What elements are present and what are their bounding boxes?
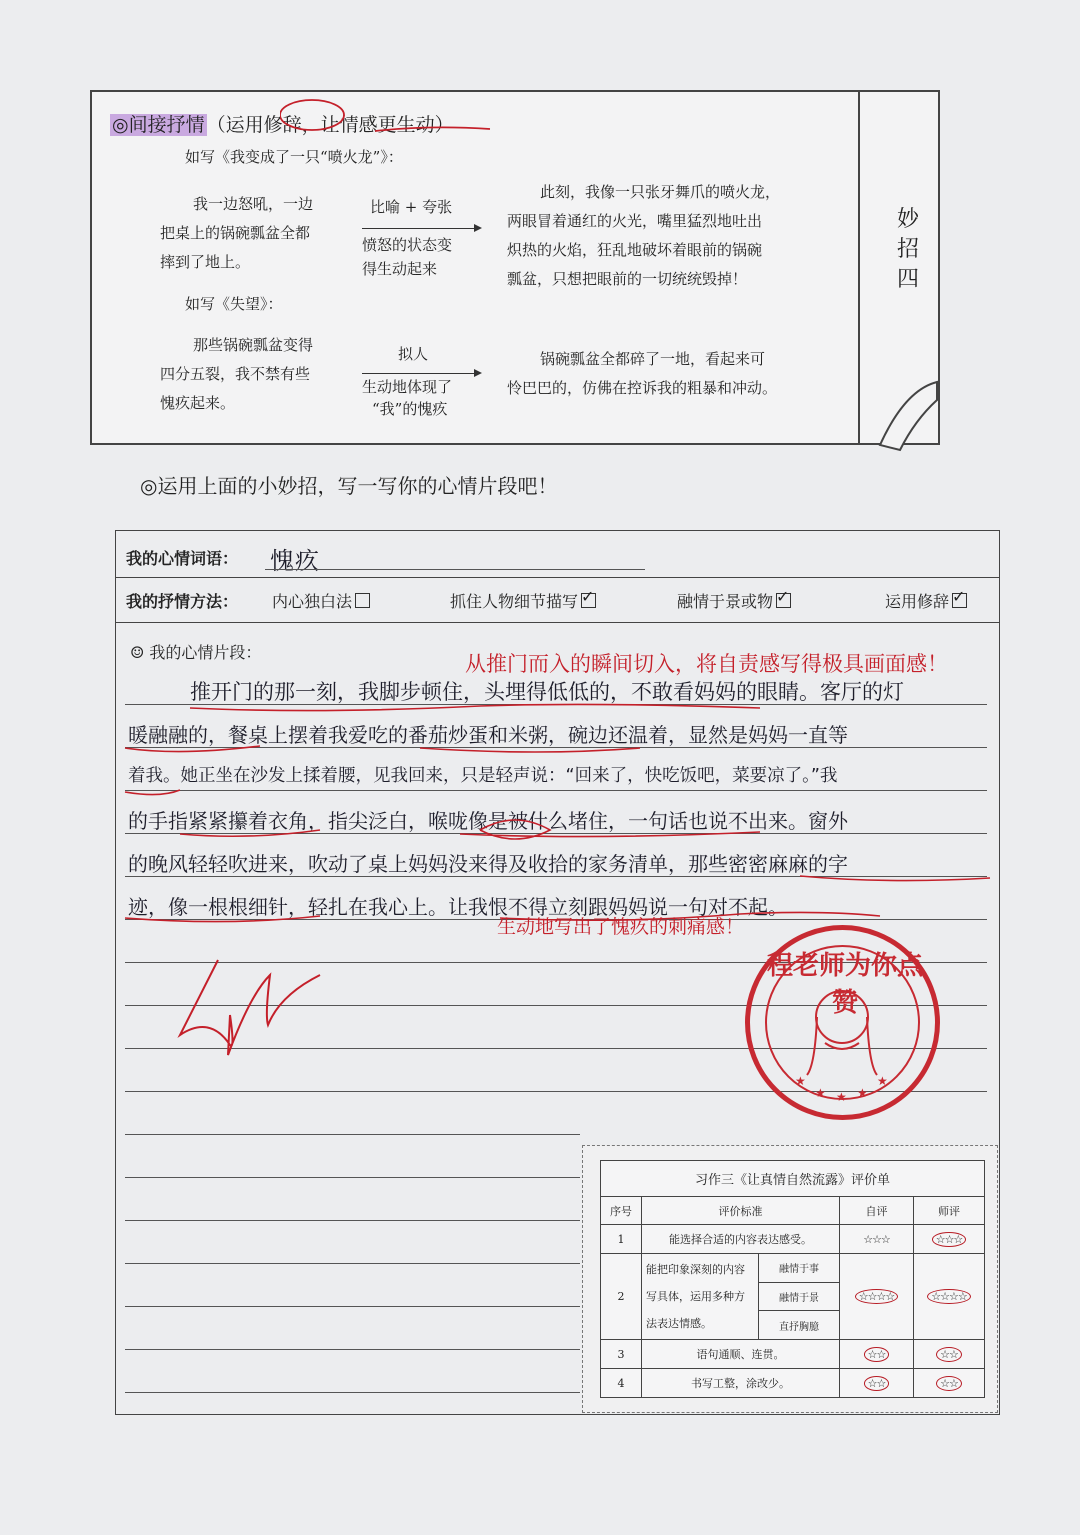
rule-line — [125, 1349, 580, 1350]
method-option-label: 融情于景或物 — [677, 592, 774, 611]
rubric-header: 自评 — [840, 1197, 914, 1225]
example2-plain-line: 那些锅碗瓢盆变得 — [193, 336, 314, 354]
teacher-score-stars: ☆☆ — [936, 1347, 962, 1362]
rubric-self — [840, 1340, 914, 1369]
rubric-teacher — [914, 1225, 985, 1254]
rule-line — [125, 1134, 580, 1135]
handwritten-line: 的手指紧紧攥着衣角，指尖泛白，喉咙像是被什么堵住，一句话也说不出来。窗外 — [128, 809, 848, 833]
example2-plain-line: 四分五裂，我不禁有些 — [160, 365, 311, 383]
self-score-stars: ☆☆☆☆ — [855, 1289, 898, 1304]
red-circle-annotation — [280, 95, 495, 140]
example1-result — [507, 178, 852, 294]
rubric-sub: 融情于景 — [759, 1282, 840, 1311]
rubric-header: 评价标准 — [642, 1197, 840, 1225]
rubric-teacher — [914, 1254, 985, 1340]
example2-result — [507, 345, 852, 403]
example2-effect-line: 生动地体现了 — [362, 378, 453, 396]
example2-plain-line: 愧疚起来。 — [160, 394, 236, 412]
rubric-table — [600, 1160, 985, 1398]
example1-effect-line: 愤怒的状态变 — [362, 236, 453, 254]
mood-word-value: 愧疚 — [270, 547, 320, 575]
rubric-header: 序号 — [601, 1197, 642, 1225]
rule-line — [125, 1392, 580, 1393]
stamp-text: 程老师为你点赞 — [766, 951, 923, 1018]
rubric-teacher — [914, 1369, 985, 1398]
self-score-stars: ☆☆ — [864, 1347, 890, 1362]
rubric-header: 师评 — [914, 1197, 985, 1225]
example2-effect-line: “我”的愧疚 — [372, 400, 448, 418]
example1-plain — [160, 190, 345, 277]
example1-plain-line: 把桌上的锅碗瓢盆全都 — [160, 224, 311, 242]
rubric-criterion: 语句通顺、连贯。 — [642, 1340, 840, 1369]
tips-heading-note: （运用修辞，让情感更生动） — [206, 114, 454, 136]
teacher-comment-bottom: 生动地写出了愧疚的刺痛感！ — [497, 916, 745, 938]
teacher-signature-icon — [170, 955, 330, 1065]
handwritten-line: 暖融融的，餐桌上摆着我爱吃的番茄炒蛋和米粥，碗边还温着，显然是妈妈一直等 — [128, 723, 848, 747]
tips-tab-label: 妙招四 — [896, 207, 919, 292]
example1-title: 如写《我变成了一只“喷火龙”》： — [185, 148, 403, 166]
rubric-sub: 直抒胸臆 — [759, 1311, 840, 1340]
rubric-title: 习作三《让真情自然流露》评价单 — [601, 1161, 985, 1197]
rule-line — [125, 1177, 580, 1178]
method-option — [272, 589, 370, 612]
example1-effect — [362, 233, 452, 281]
method-option-label: 抓住人物细节描写 — [450, 592, 579, 611]
example1-result-line: 两眼冒着通红的火光，嘴里猛烈地吐出 — [507, 212, 763, 230]
arrow-icon — [362, 373, 480, 374]
example2-result-line: 怜巴巴的，仿佛在控诉我的粗暴和冲动。 — [507, 379, 778, 397]
divider — [115, 577, 1000, 578]
mood-word-underline — [265, 569, 645, 570]
example1-result-line: 此刻，我像一只张牙舞爪的喷火龙， — [540, 183, 781, 201]
mood-word-label: 我的心情词语： — [126, 549, 239, 568]
page-curl-icon — [875, 380, 945, 455]
handwritten-line: 的晚风轻轻吹进来，吹动了桌上妈妈没来得及收拾的家务清单，那些密密麻麻的字 — [128, 852, 848, 876]
teacher-score-stars: ☆☆☆☆ — [927, 1289, 970, 1304]
example2-plain — [160, 331, 345, 418]
example2-title: 如写《失望》： — [185, 295, 283, 313]
example1-plain-line: 我一边怒吼，一边 — [193, 195, 314, 213]
rubric-sub: 融情于事 — [759, 1254, 840, 1283]
rubric-criterion: 书写工整，涂改少。 — [642, 1369, 840, 1398]
arrow-icon — [362, 228, 480, 229]
rubric-row — [601, 1225, 985, 1254]
rubric-self — [840, 1254, 914, 1340]
example1-plain-line: 摔到了地上。 — [160, 253, 251, 271]
teacher-score-stars: ☆☆ — [936, 1376, 962, 1391]
method-option-label: 运用修辞 — [885, 592, 950, 611]
tips-heading-main: ◎间接抒情 — [112, 114, 205, 136]
method-option — [677, 589, 791, 612]
svg-text:★: ★ — [795, 1074, 806, 1088]
method-label: 我的抒情方法： — [126, 592, 239, 611]
rubric-row — [601, 1340, 985, 1369]
method-checkbox[interactable] — [355, 593, 370, 608]
example1-result-line: 炽热的火焰，狂乱地破坏着眼前的锅碗 — [507, 241, 763, 259]
rubric-no: 2 — [601, 1254, 642, 1340]
svg-text:★: ★ — [877, 1074, 888, 1088]
rubric-row — [601, 1254, 985, 1283]
handwritten-line: 推开门的那一刻，我脚步顿住，头埋得低低的，不敢看妈妈的眼睛。客厅的灯 — [190, 680, 904, 704]
method-option — [450, 589, 596, 612]
divider — [115, 622, 1000, 623]
example2-result-line: 锅碗瓢盆全都碎了一地，看起来可 — [540, 350, 766, 368]
method-checkbox[interactable] — [581, 593, 596, 608]
example2-effect — [362, 376, 452, 420]
example1-effect-line: 得生动起来 — [362, 260, 438, 278]
writing-prompt: ◎运用上面的小妙招，写一写你的心情片段吧！ — [140, 474, 558, 498]
teacher-score-stars: ☆☆☆ — [932, 1232, 967, 1247]
svg-text:★: ★ — [836, 1090, 847, 1104]
method-checkbox[interactable] — [952, 593, 967, 608]
example2-method: 拟人 — [398, 345, 429, 363]
self-score-stars: ☆☆☆ — [863, 1232, 890, 1246]
rule-line — [125, 1263, 580, 1264]
rubric-no: 3 — [601, 1340, 642, 1369]
method-option — [885, 589, 967, 612]
svg-text:★: ★ — [857, 1086, 868, 1100]
rubric-teacher — [914, 1340, 985, 1369]
rubric-self — [840, 1369, 914, 1398]
example1-result-line: 瓢盆，只想把眼前的一切统统毁掉！ — [507, 270, 748, 288]
rubric-criterion: 能把印象深刻的内容写具体，运用多种方法表达情感。 — [642, 1254, 759, 1340]
rubric-criterion: 能选择合适的内容表达感受。 — [642, 1225, 840, 1254]
svg-text:★: ★ — [815, 1086, 826, 1100]
teacher-comment-top: 从推门而入的瞬间切入，将自责感写得极具画面感！ — [465, 652, 948, 676]
method-option-label: 内心独白法 — [272, 592, 353, 611]
fragment-label: ☺ 我的心情片段： — [130, 643, 262, 662]
example1-method: 比喻 + 夸张 — [370, 198, 453, 216]
self-score-stars: ☆☆ — [864, 1376, 890, 1391]
rule-line — [125, 1220, 580, 1221]
rubric-no: 1 — [601, 1225, 642, 1254]
rubric-self — [840, 1225, 914, 1254]
rubric-no: 4 — [601, 1369, 642, 1398]
method-checkbox[interactable] — [776, 593, 791, 608]
rule-line — [125, 1306, 580, 1307]
teacher-red-markings — [120, 690, 1000, 950]
rubric-row — [601, 1369, 985, 1398]
handwritten-line: 着我。她正坐在沙发上揉着腰，见我回来，只是轻声说：“回来了，快吃饭吧，菜要凉了。”我 — [128, 766, 838, 786]
handwritten-line: 迹，像一根根细针，轻扎在我心上。让我恨不得立刻跟妈妈说一句对不起。 — [128, 895, 788, 919]
